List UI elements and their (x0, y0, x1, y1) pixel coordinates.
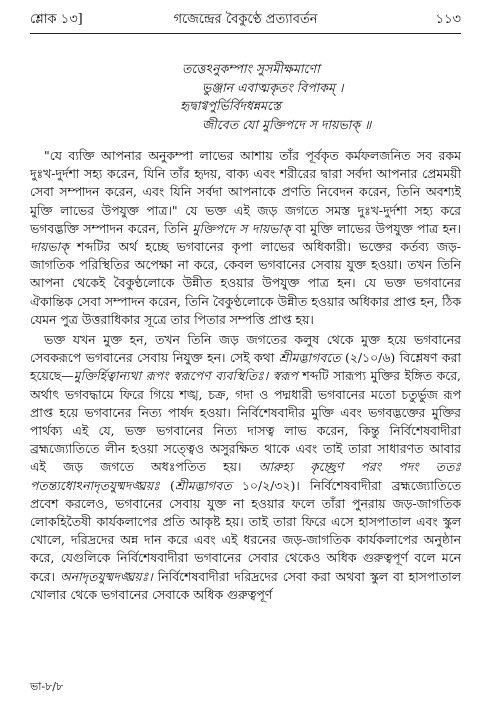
italic-term: শ্রীমদ্ভাগবত (174, 477, 232, 493)
text-run: বা মুক্তি লাভের উপযুক্ত পাত্র হন। (290, 220, 461, 236)
verse-line: জীবেত যো মুক্তিপদে স দায়ভাক্ ॥ (202, 116, 372, 132)
paragraph (30, 147, 461, 329)
italic-term: স্বরূপ (268, 368, 298, 384)
text-run: শব্দটি সারূপ্য মুক্তির ইঙ্গিত করে, অর্থাৎ ভগবদ্ধামে ফিরে গিয়ে শঙ্খ, চক্র, গদা ও পদ্মধারী ভগবানের মতো চতুর্ভুজ রূপ প্রাপ্ত হয়ে ভগবানের নিত্য পার্ষদ হওয়া। নির্বিশেষবাদীর মুক্তি এবং ভগবদ্ভক্তের মুক্তির পার্থক্য এই যে, ভক্ত ভগবানের নিত্য দাসত্ব লাভ করেন, কিন্তু নির্বিশেষবাদীরা ব্রহ্মজ্যোতিতে লীন হওয়া সত্ত্বেও অসুরক্ষিত থাকে এবং তাই তারা সাধারণত আবার এই জড় জগতে অধঃপতিত হয়। (30, 368, 461, 475)
italic-term: মুক্তিপদে স দায়ভাক্ (192, 220, 291, 236)
italic-term: দায়ভাক্ (30, 239, 69, 255)
page-header (30, 10, 461, 32)
verse-line: তত্তেঽনুকম্পাং সুসমীক্ষমাণো (182, 61, 320, 76)
text-run: নির্বিশেষবাদীরা দরিদ্রদের সেবা করা অথবা স্কুল বা হাসপাতাল খোলার থেকে ভগবানের সেবাকে অধিক গুরুত্বপূর্ণ (30, 568, 461, 602)
sanskrit-verse (30, 60, 461, 134)
purport-text (30, 147, 461, 604)
verse-reference: শ্লোক ১৩] (30, 12, 83, 27)
page-number: ১১৩ (435, 12, 461, 27)
text-run: ১০/২/৩২)। নির্বিশেষবাদীরা ব্রহ্মজ্যোতিতে প্রবেশ করলেও, ভগবানের সেবায় যুক্ত না হওয়ার ফলে তাঁরা পুনরায় জড়-জাগতিক লোকহিতৈষী কার্যকলাপের প্রতি আকৃষ্ট হয়। তাই তারা ফিরে এসে হাসপাতাল এবং স্কুল খোলে, দরিদ্রদের অন্ন দান করে এবং এই ধরনের জড়-জাগতিক কার্যকলাপের অনুষ্ঠান করে, যেগুলিকে নির্বিশেষবাদীরা ভগবানের সেবার থেকেও অধিক গুরুত্বপূর্ণ বলে মনে করে। (30, 477, 461, 584)
italic-quote: আরুহ্য কৃচ্ছ্রেণ পরং পদং ততঃ পতন্ত্যধোঽনাদৃতযুষ্মদঙ্ঘ্রয়ঃ (30, 459, 461, 493)
chapter-title: গজেন্দ্রের বৈকুণ্ঠে প্রত্যাবর্তন (173, 12, 318, 27)
header-divider (30, 33, 461, 34)
paragraph (30, 331, 461, 604)
text-run: "যে ব্যক্তি আপনার অনুকম্পা লাভের আশায় তাঁর পূর্বকৃত কর্মফলজনিত সব রকম দুঃখ-দুর্দশা সহ্য করেন, যিনি তাঁর হৃদয়, বাক্য এবং শরীরের দ্বারা সর্বদা আপনার প্রেমময়ী সেবা সম্পাদন করেন, এবং যিনি সর্বদা আপনাকে প্রণতি নিবেদন করেন, তিনি অবশ্যই মুক্তি লাভের উপযুক্ত পাত্র।" যে ভক্ত এই জড় জগতে সমস্ত দুঃখ-দুর্দশা সহ্য করে ভগবদ্ভক্তি সম্পাদন করেন, তিনি (30, 148, 461, 236)
text-run: ( (159, 477, 175, 493)
text-run: শব্দটির অর্থ হচ্ছে ভগবানের কৃপা লাভের অধিকারী। ভক্তের কর্তব্য জড়-জাগতিক পরিস্থিতির অপেক্ষা না করে, কেবল ভগবানের সেবায় যুক্ত হওয়া। তখন তিনি আপনা থেকেই বৈকুণ্ঠলোকে উন্নীত হওয়ার উপযুক্ত পাত্র হন। যে ভক্ত ভগবানের ঐকান্তিক সেবা সম্পাদন করেন, তিনি বৈকুণ্ঠলোকে উন্নীত হওয়ার অধিকার প্রাপ্ত হন, ঠিক যেমন পুত্র উত্তরাধিকার সূত্রে তার পিতার সম্পত্তি প্রাপ্ত হয়। (30, 239, 461, 327)
verse-line: হৃদ্বাগ্বপুর্ভির্বিদধন্নমস্তে (180, 98, 282, 113)
verse-line: ভুঞ্জান এবাত্মকৃতং বিপাকম্ । (202, 79, 344, 95)
italic-term: শ্রীমদ্ভাগবতে (278, 350, 341, 366)
italic-quote: মুক্তির্হিত্বান্যথা রূপং স্বরূপেণ ব্যবস্থিতিঃ। (73, 368, 269, 384)
signature-mark: ভা-৮/৮ (30, 680, 64, 693)
italic-term: অনাদৃতযুষ্মদঙ্ঘ্রয়ঃ। (59, 568, 153, 584)
text-run: (২/১০/৬) বিশ্লেষণ করা হয়েছে— (30, 350, 462, 384)
text-run: ভক্ত যখন মুক্ত হন, তখন তিনি জড় জগতের কলুষ থেকে মুক্ত হয়ে ভগবানের সেবকরূপে ভগবানের সেবায় নিযুক্ত হন। সেই কথা (30, 332, 461, 366)
